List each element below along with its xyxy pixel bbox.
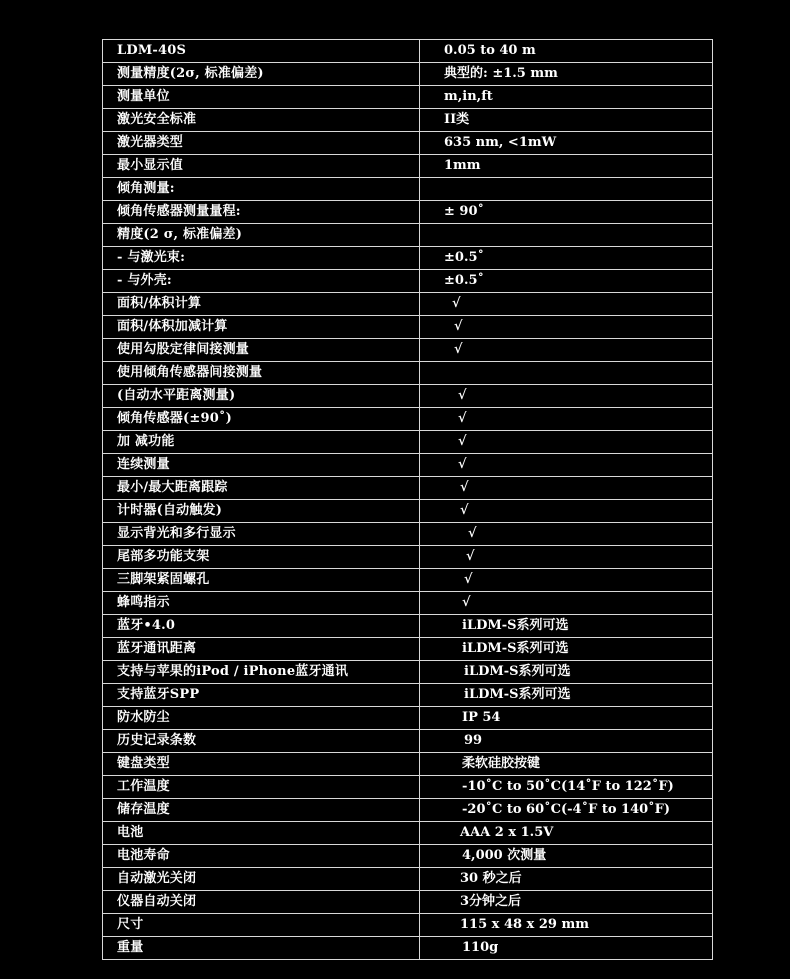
spec-value-cell xyxy=(420,523,713,546)
spec-value-cell xyxy=(420,845,713,868)
spec-value-cell xyxy=(420,638,713,661)
spec-value: 柔软硅胶按键 xyxy=(462,756,541,771)
spec-label: 最小/最大距离跟踪 xyxy=(103,477,420,500)
spec-value-cell xyxy=(420,339,713,362)
spec-row xyxy=(103,316,713,339)
spec-row xyxy=(103,339,713,362)
spec-value: -20˚C to 60˚C(-4˚F to 140˚F) xyxy=(462,802,671,817)
spec-row xyxy=(103,937,713,960)
spec-value: 635 nm, <1mW xyxy=(444,135,557,150)
spec-row xyxy=(103,362,713,385)
spec-value: 99 xyxy=(464,733,483,748)
spec-value-cell xyxy=(420,224,713,247)
spec-label: 测量单位 xyxy=(103,86,420,109)
spec-value: 30 秒之后 xyxy=(460,871,522,886)
spec-value-cell xyxy=(420,730,713,753)
spec-value-cell xyxy=(420,569,713,592)
spec-value: √ xyxy=(458,388,467,403)
spec-table-body xyxy=(103,40,713,960)
spec-value: √ xyxy=(466,549,475,564)
spec-value-cell xyxy=(420,247,713,270)
spec-value: √ xyxy=(458,457,467,472)
spec-value-cell xyxy=(420,385,713,408)
spec-label: 防水防尘 xyxy=(103,707,420,730)
spec-row xyxy=(103,293,713,316)
spec-label: 电池寿命 xyxy=(103,845,420,868)
spec-value: 4,000 次测量 xyxy=(462,848,547,863)
spec-label: 三脚架紧固螺孔 xyxy=(103,569,420,592)
spec-label: 面积/体积加减计算 xyxy=(103,316,420,339)
spec-label: 储存温度 xyxy=(103,799,420,822)
spec-row xyxy=(103,730,713,753)
spec-value: √ xyxy=(464,572,473,587)
spec-label: 支持与苹果的iPod / iPhone蓝牙通讯 xyxy=(103,661,420,684)
spec-value-cell xyxy=(420,316,713,339)
spec-value-cell xyxy=(420,408,713,431)
spec-value: √ xyxy=(458,434,467,449)
spec-value-cell xyxy=(420,270,713,293)
spec-row xyxy=(103,822,713,845)
spec-value: ± 90˚ xyxy=(444,204,485,219)
spec-value: IP 54 xyxy=(462,710,501,725)
spec-label: 激光安全标准 xyxy=(103,109,420,132)
spec-value-cell xyxy=(420,546,713,569)
spec-row xyxy=(103,592,713,615)
spec-value-cell xyxy=(420,937,713,960)
spec-row xyxy=(103,247,713,270)
spec-row xyxy=(103,569,713,592)
spec-value-cell xyxy=(420,914,713,937)
spec-row xyxy=(103,155,713,178)
spec-value-cell xyxy=(420,615,713,638)
spec-value-cell xyxy=(420,362,713,385)
spec-label: 加 减功能 xyxy=(103,431,420,454)
spec-value: m,in,ft xyxy=(444,89,493,104)
spec-value: √ xyxy=(452,296,461,311)
spec-label: 最小显示值 xyxy=(103,155,420,178)
spec-value-cell xyxy=(420,178,713,201)
spec-value: II类 xyxy=(444,112,470,127)
spec-row xyxy=(103,40,713,63)
spec-value: AAA 2 x 1.5V xyxy=(460,825,554,840)
spec-row xyxy=(103,385,713,408)
spec-row xyxy=(103,454,713,477)
spec-value-cell xyxy=(420,132,713,155)
spec-row xyxy=(103,707,713,730)
spec-label: 倾角传感器(±90˚) xyxy=(103,408,420,431)
spec-value: -10˚C to 50˚C(14˚F to 122˚F) xyxy=(462,779,674,794)
spec-value: iLDM-S系列可选 xyxy=(464,687,571,702)
spec-row xyxy=(103,868,713,891)
spec-row xyxy=(103,500,713,523)
spec-value-cell xyxy=(420,201,713,224)
spec-row xyxy=(103,63,713,86)
spec-value-cell xyxy=(420,661,713,684)
spec-value-cell xyxy=(420,293,713,316)
spec-row xyxy=(103,132,713,155)
spec-label: 使用勾股定律间接测量 xyxy=(103,339,420,362)
spec-value: ±0.5˚ xyxy=(444,250,485,265)
spec-value: iLDM-S系列可选 xyxy=(462,641,569,656)
spec-label: 历史记录条数 xyxy=(103,730,420,753)
spec-value-cell xyxy=(420,707,713,730)
spec-label: 计时器(自动触发) xyxy=(103,500,420,523)
spec-value: iLDM-S系列可选 xyxy=(464,664,571,679)
spec-row xyxy=(103,431,713,454)
spec-label: 支持蓝牙SPP xyxy=(103,684,420,707)
spec-label: 面积/体积计算 xyxy=(103,293,420,316)
spec-row xyxy=(103,914,713,937)
spec-row xyxy=(103,638,713,661)
spec-row xyxy=(103,546,713,569)
spec-label: 键盘类型 xyxy=(103,753,420,776)
spec-value-cell xyxy=(420,776,713,799)
spec-value-cell xyxy=(420,454,713,477)
spec-row xyxy=(103,201,713,224)
spec-value-cell xyxy=(420,477,713,500)
spec-row xyxy=(103,408,713,431)
spec-value-cell xyxy=(420,753,713,776)
spec-value: √ xyxy=(460,503,469,518)
spec-row xyxy=(103,799,713,822)
spec-row xyxy=(103,86,713,109)
spec-row xyxy=(103,224,713,247)
spec-value-cell xyxy=(420,63,713,86)
spec-value-cell xyxy=(420,155,713,178)
spec-value: √ xyxy=(454,319,463,334)
spec-label: 工作温度 xyxy=(103,776,420,799)
spec-label: 仪器自动关闭 xyxy=(103,891,420,914)
spec-label: 倾角传感器测量量程: xyxy=(103,201,420,224)
spec-value: 0.05 to 40 m xyxy=(444,43,536,58)
spec-row xyxy=(103,615,713,638)
spec-label: 倾角测量: xyxy=(103,178,420,201)
spec-label: 重量 xyxy=(103,937,420,960)
spec-value: 110g xyxy=(462,940,499,955)
spec-value-cell xyxy=(420,592,713,615)
spec-value: 1mm xyxy=(444,158,481,173)
spec-table xyxy=(102,39,713,960)
spec-label: - 与激光束: xyxy=(103,247,420,270)
spec-label: 电池 xyxy=(103,822,420,845)
spec-label: 蜂鸣指示 xyxy=(103,592,420,615)
spec-value: √ xyxy=(468,526,477,541)
spec-row xyxy=(103,270,713,293)
spec-value-cell xyxy=(420,86,713,109)
spec-value: 115 x 48 x 29 mm xyxy=(460,917,589,932)
spec-row xyxy=(103,178,713,201)
spec-value: √ xyxy=(454,342,463,357)
spec-label: 蓝牙通讯距离 xyxy=(103,638,420,661)
spec-row xyxy=(103,477,713,500)
spec-value-cell xyxy=(420,891,713,914)
spec-label: - 与外壳: xyxy=(103,270,420,293)
spec-value: √ xyxy=(460,480,469,495)
spec-row xyxy=(103,753,713,776)
spec-value-cell xyxy=(420,109,713,132)
spec-label: 蓝牙•4.0 xyxy=(103,615,420,638)
spec-row xyxy=(103,845,713,868)
spec-row xyxy=(103,684,713,707)
spec-label: 使用倾角传感器间接测量 xyxy=(103,362,420,385)
spec-row xyxy=(103,661,713,684)
spec-label: 显示背光和多行显示 xyxy=(103,523,420,546)
spec-value-cell xyxy=(420,684,713,707)
spec-value-cell xyxy=(420,868,713,891)
spec-label: 尺寸 xyxy=(103,914,420,937)
spec-value-cell xyxy=(420,799,713,822)
spec-value-cell xyxy=(420,822,713,845)
spec-value: iLDM-S系列可选 xyxy=(462,618,569,633)
spec-label: LDM-40S xyxy=(103,40,420,63)
spec-row xyxy=(103,776,713,799)
spec-row xyxy=(103,109,713,132)
spec-label: 连续测量 xyxy=(103,454,420,477)
spec-label: 激光器类型 xyxy=(103,132,420,155)
spec-value-cell xyxy=(420,431,713,454)
spec-value: 典型的: ±1.5 mm xyxy=(444,66,558,81)
spec-value: 3分钟之后 xyxy=(460,894,522,909)
spec-row xyxy=(103,523,713,546)
spec-label: (自动水平距离测量) xyxy=(103,385,420,408)
spec-row xyxy=(103,891,713,914)
spec-value: √ xyxy=(458,411,467,426)
spec-value-cell xyxy=(420,500,713,523)
spec-value: ±0.5˚ xyxy=(444,273,485,288)
spec-label: 尾部多功能支架 xyxy=(103,546,420,569)
spec-value-cell xyxy=(420,40,713,63)
spec-label: 自动激光关闭 xyxy=(103,868,420,891)
spec-label: 精度(2 σ, 标准偏差) xyxy=(103,224,420,247)
spec-label: 测量精度(2σ, 标准偏差) xyxy=(103,63,420,86)
spec-value: √ xyxy=(462,595,471,610)
